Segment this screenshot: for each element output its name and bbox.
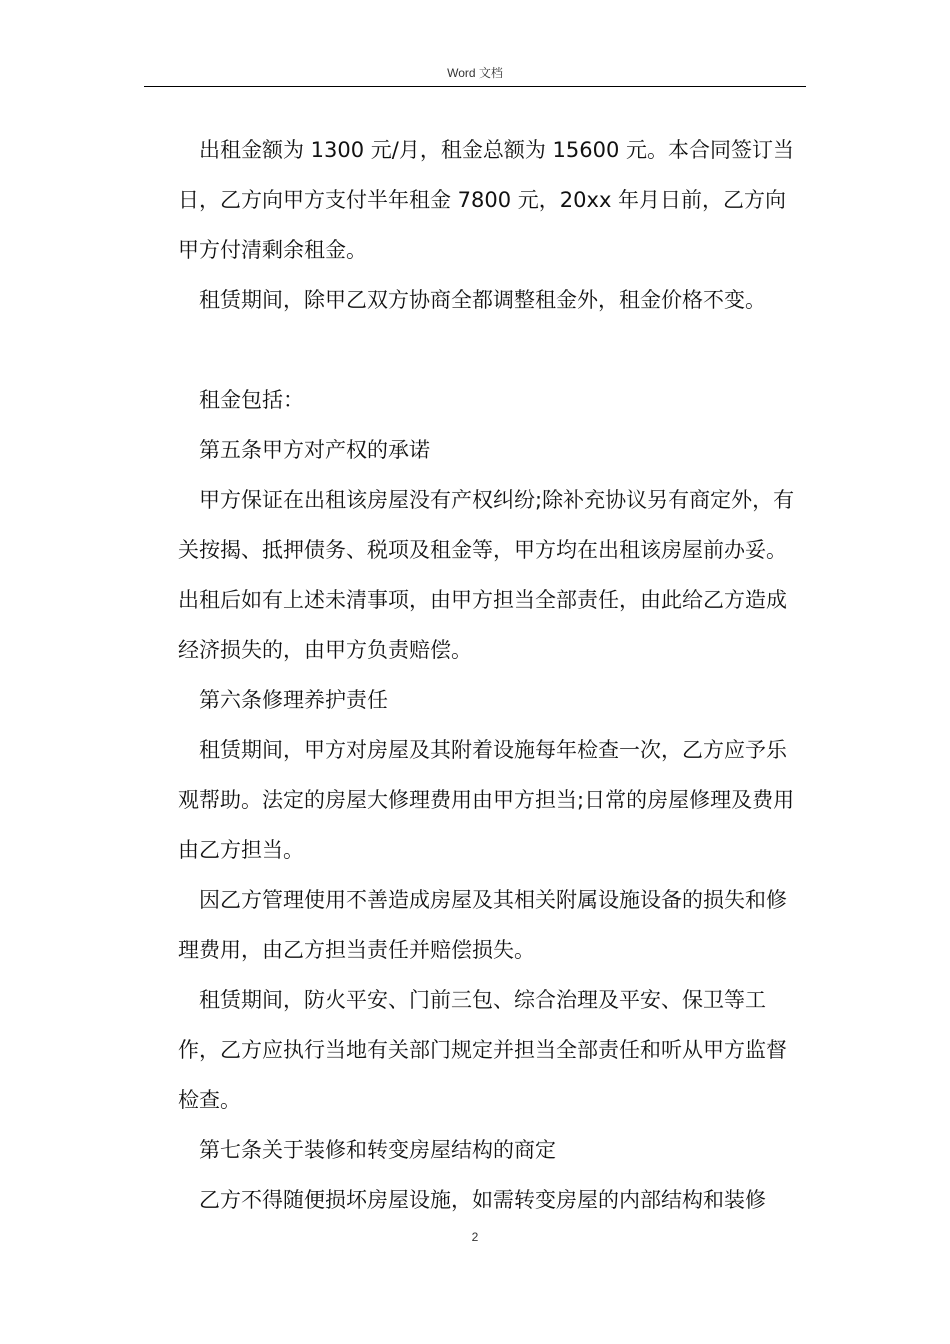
section-heading: 第五条甲方对产权的承诺 bbox=[199, 438, 430, 462]
paragraph: 租赁期间，防火平安、门前三包、综合治理及平安、保卫等工作，乙方应执行当地有关部门规定并担当全部责任和听从甲方监督检查。 bbox=[178, 988, 787, 1112]
section-heading: 第六条修理养护责任 bbox=[199, 688, 388, 712]
paragraph: 出租金额为 1300 元/月，租金总额为 15600 元。本合同签订当日，乙方向甲方支付半年租金 7800 元，20xx 年月日前，乙方向甲方付清剩余租金。 bbox=[178, 138, 795, 262]
header-divider bbox=[144, 86, 806, 87]
paragraph: 租金包括： bbox=[199, 388, 304, 412]
paragraph: 租赁期间，除甲乙双方协商全都调整租金外，租金价格不变。 bbox=[199, 288, 766, 312]
paragraph: 因乙方管理使用不善造成房屋及其相关附属设施设备的损失和修理费用，由乙方担当责任并赔偿损失。 bbox=[178, 888, 787, 962]
paragraph: 乙方不得随便损坏房屋设施，如需转变房屋的内部结构和装修 bbox=[199, 1188, 766, 1212]
section-heading: 第七条关于装修和转变房屋结构的商定 bbox=[199, 1138, 556, 1162]
document-body bbox=[178, 125, 806, 1225]
paragraph: 甲方保证在出租该房屋没有产权纠纷;除补充协议另有商定外，有关按揭、抵押债务、税项及租金等，甲方均在出租该房屋前办妥。出租后如有上述未清事项，由甲方担当全部责任，由此给乙方造成经济损失的，由甲方负责赔偿。 bbox=[178, 488, 795, 662]
page-header: Word 文档 bbox=[447, 66, 503, 80]
page-number: 2 bbox=[471, 1230, 479, 1244]
paragraph: 租赁期间，甲方对房屋及其附着设施每年检查一次，乙方应予乐观帮助。法定的房屋大修理费用由甲方担当;日常的房屋修理及费用由乙方担当。 bbox=[178, 738, 795, 862]
